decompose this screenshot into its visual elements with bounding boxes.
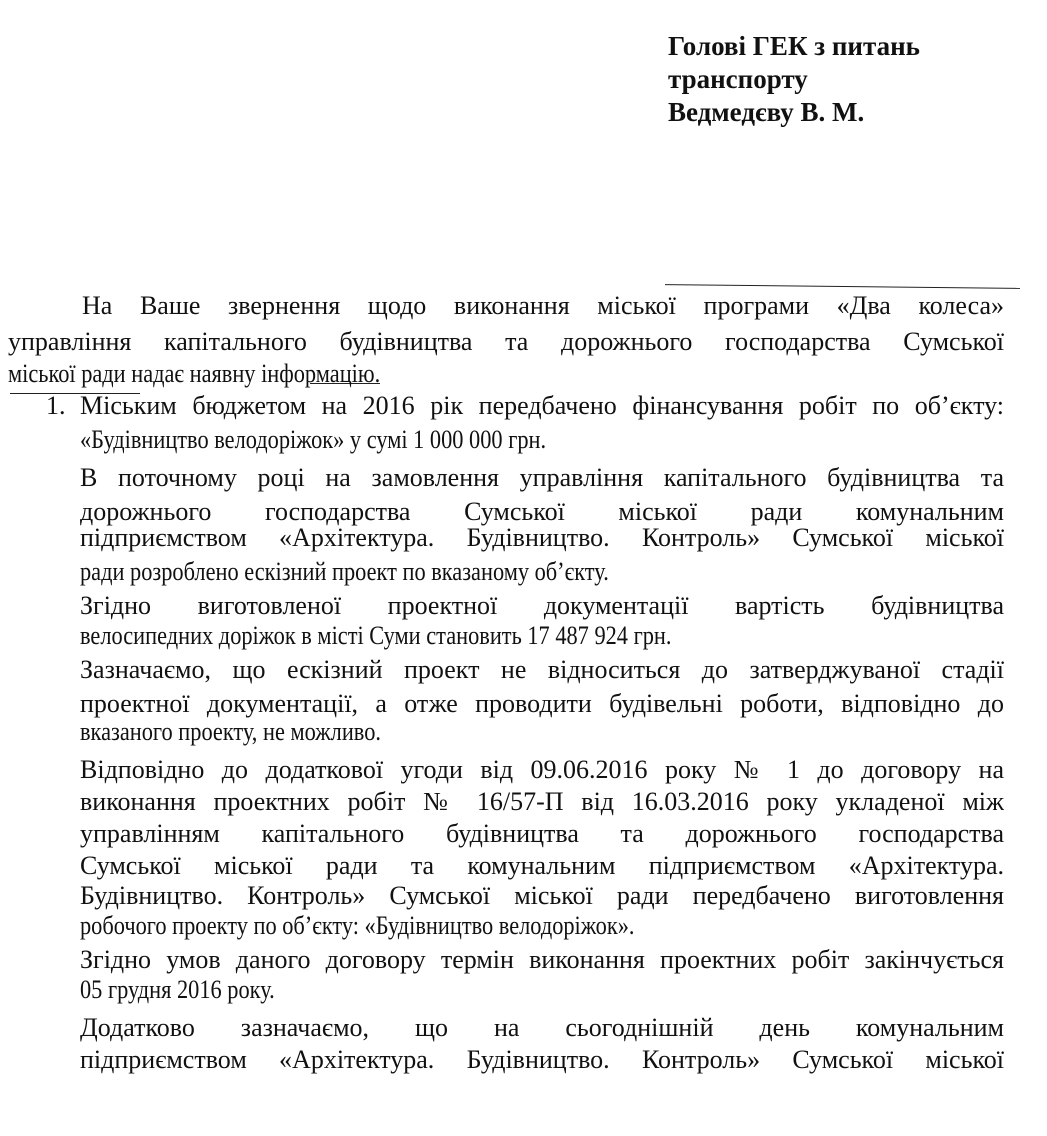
addressee-line-3: Ведмедєву В. М. — [668, 97, 865, 127]
item1-p2-line-4: ради розроблено ескізний проект по вказаному об’єкту. — [80, 557, 609, 586]
intro-line-1: На Ваше звернення щодо виконання міської програми «Два колеса» — [82, 291, 1004, 320]
item1-p7-line-1: Додатково зазначаємо, що на сьогоднішній день комунальним — [80, 1013, 1004, 1042]
item1-p5-line-2: виконання проектних робіт № 16/57-П від 16.03.2016 року укладеної між — [80, 787, 1004, 816]
item1-p2-line-2: дорожнього господарства Сумської міської ради комунальним — [80, 497, 1004, 526]
item1-p4-line-3: вказаного проекту, не можливо. — [80, 717, 381, 746]
scan-artifact-line — [665, 284, 1020, 289]
intro-line-2: управління капітального будівництва та дорожнього господарства Сумської — [8, 327, 1004, 356]
item1-p6-line-1: Згідно умов даного договору термін виконання проектних робіт закінчується — [80, 945, 1004, 974]
intro-line-3: міської ради надає наявну інформацію. — [8, 359, 381, 388]
addressee-line-2: транспорту — [668, 64, 808, 94]
item1-p3-line-1: Згідно виготовленої проектної документації вартість будівництва — [80, 591, 1004, 620]
item1-p4-line-1: Зазначаємо, що ескізний проект не відноситься до затверджуваної стадії — [80, 655, 1004, 684]
addressee-block — [668, 30, 920, 129]
item1-p4-line-2: проектної документації, а отже проводити будівельні роботи, відповідно до — [80, 689, 1004, 718]
item1-p5-line-5: Будівництво. Контроль» Сумської міської ради передбачено виготовлення — [80, 881, 1004, 910]
item1-p1-line-2: «Будівництво велодоріжок» у сумі 1 000 000 грн. — [80, 425, 547, 454]
item1-p1-line-1: Міським бюджетом на 2016 рік передбачено фінансування робіт по об’єкту: — [80, 391, 1004, 420]
item1-p7-line-2: підприємством «Архітектура. Будівництво. Контроль» Сумської міської — [80, 1045, 1004, 1074]
item1-p5-line-4: Сумської міської ради та комунальним підприємством «Архітектура. — [80, 851, 1004, 880]
item1-p5-line-3: управлінням капітального будівництва та дорожнього господарства — [80, 819, 1004, 848]
item1-p3-line-2: велосипедних доріжок в місті Суми становить 17 487 924 грн. — [80, 621, 672, 650]
item1-p5-line-6: робочого проекту по об’єкту: «Будівництво велодоріжок». — [80, 911, 635, 940]
item1-p2-line-1: В поточному році на замовлення управління капітального будівництва та — [80, 463, 1004, 492]
item1-p5-line-1: Відповідно до додаткової угоди від 09.06.2016 року № 1 до договору на — [80, 755, 1004, 784]
list-item-number: 1. — [46, 391, 66, 420]
item1-p2-line-3: підприємством «Архітектура. Будівництво. Контроль» Сумської міської — [80, 523, 1004, 552]
addressee-line-1: Голові ГЕК з питань — [668, 31, 920, 61]
item1-p6-line-2: 05 грудня 2016 року. — [80, 975, 275, 1004]
